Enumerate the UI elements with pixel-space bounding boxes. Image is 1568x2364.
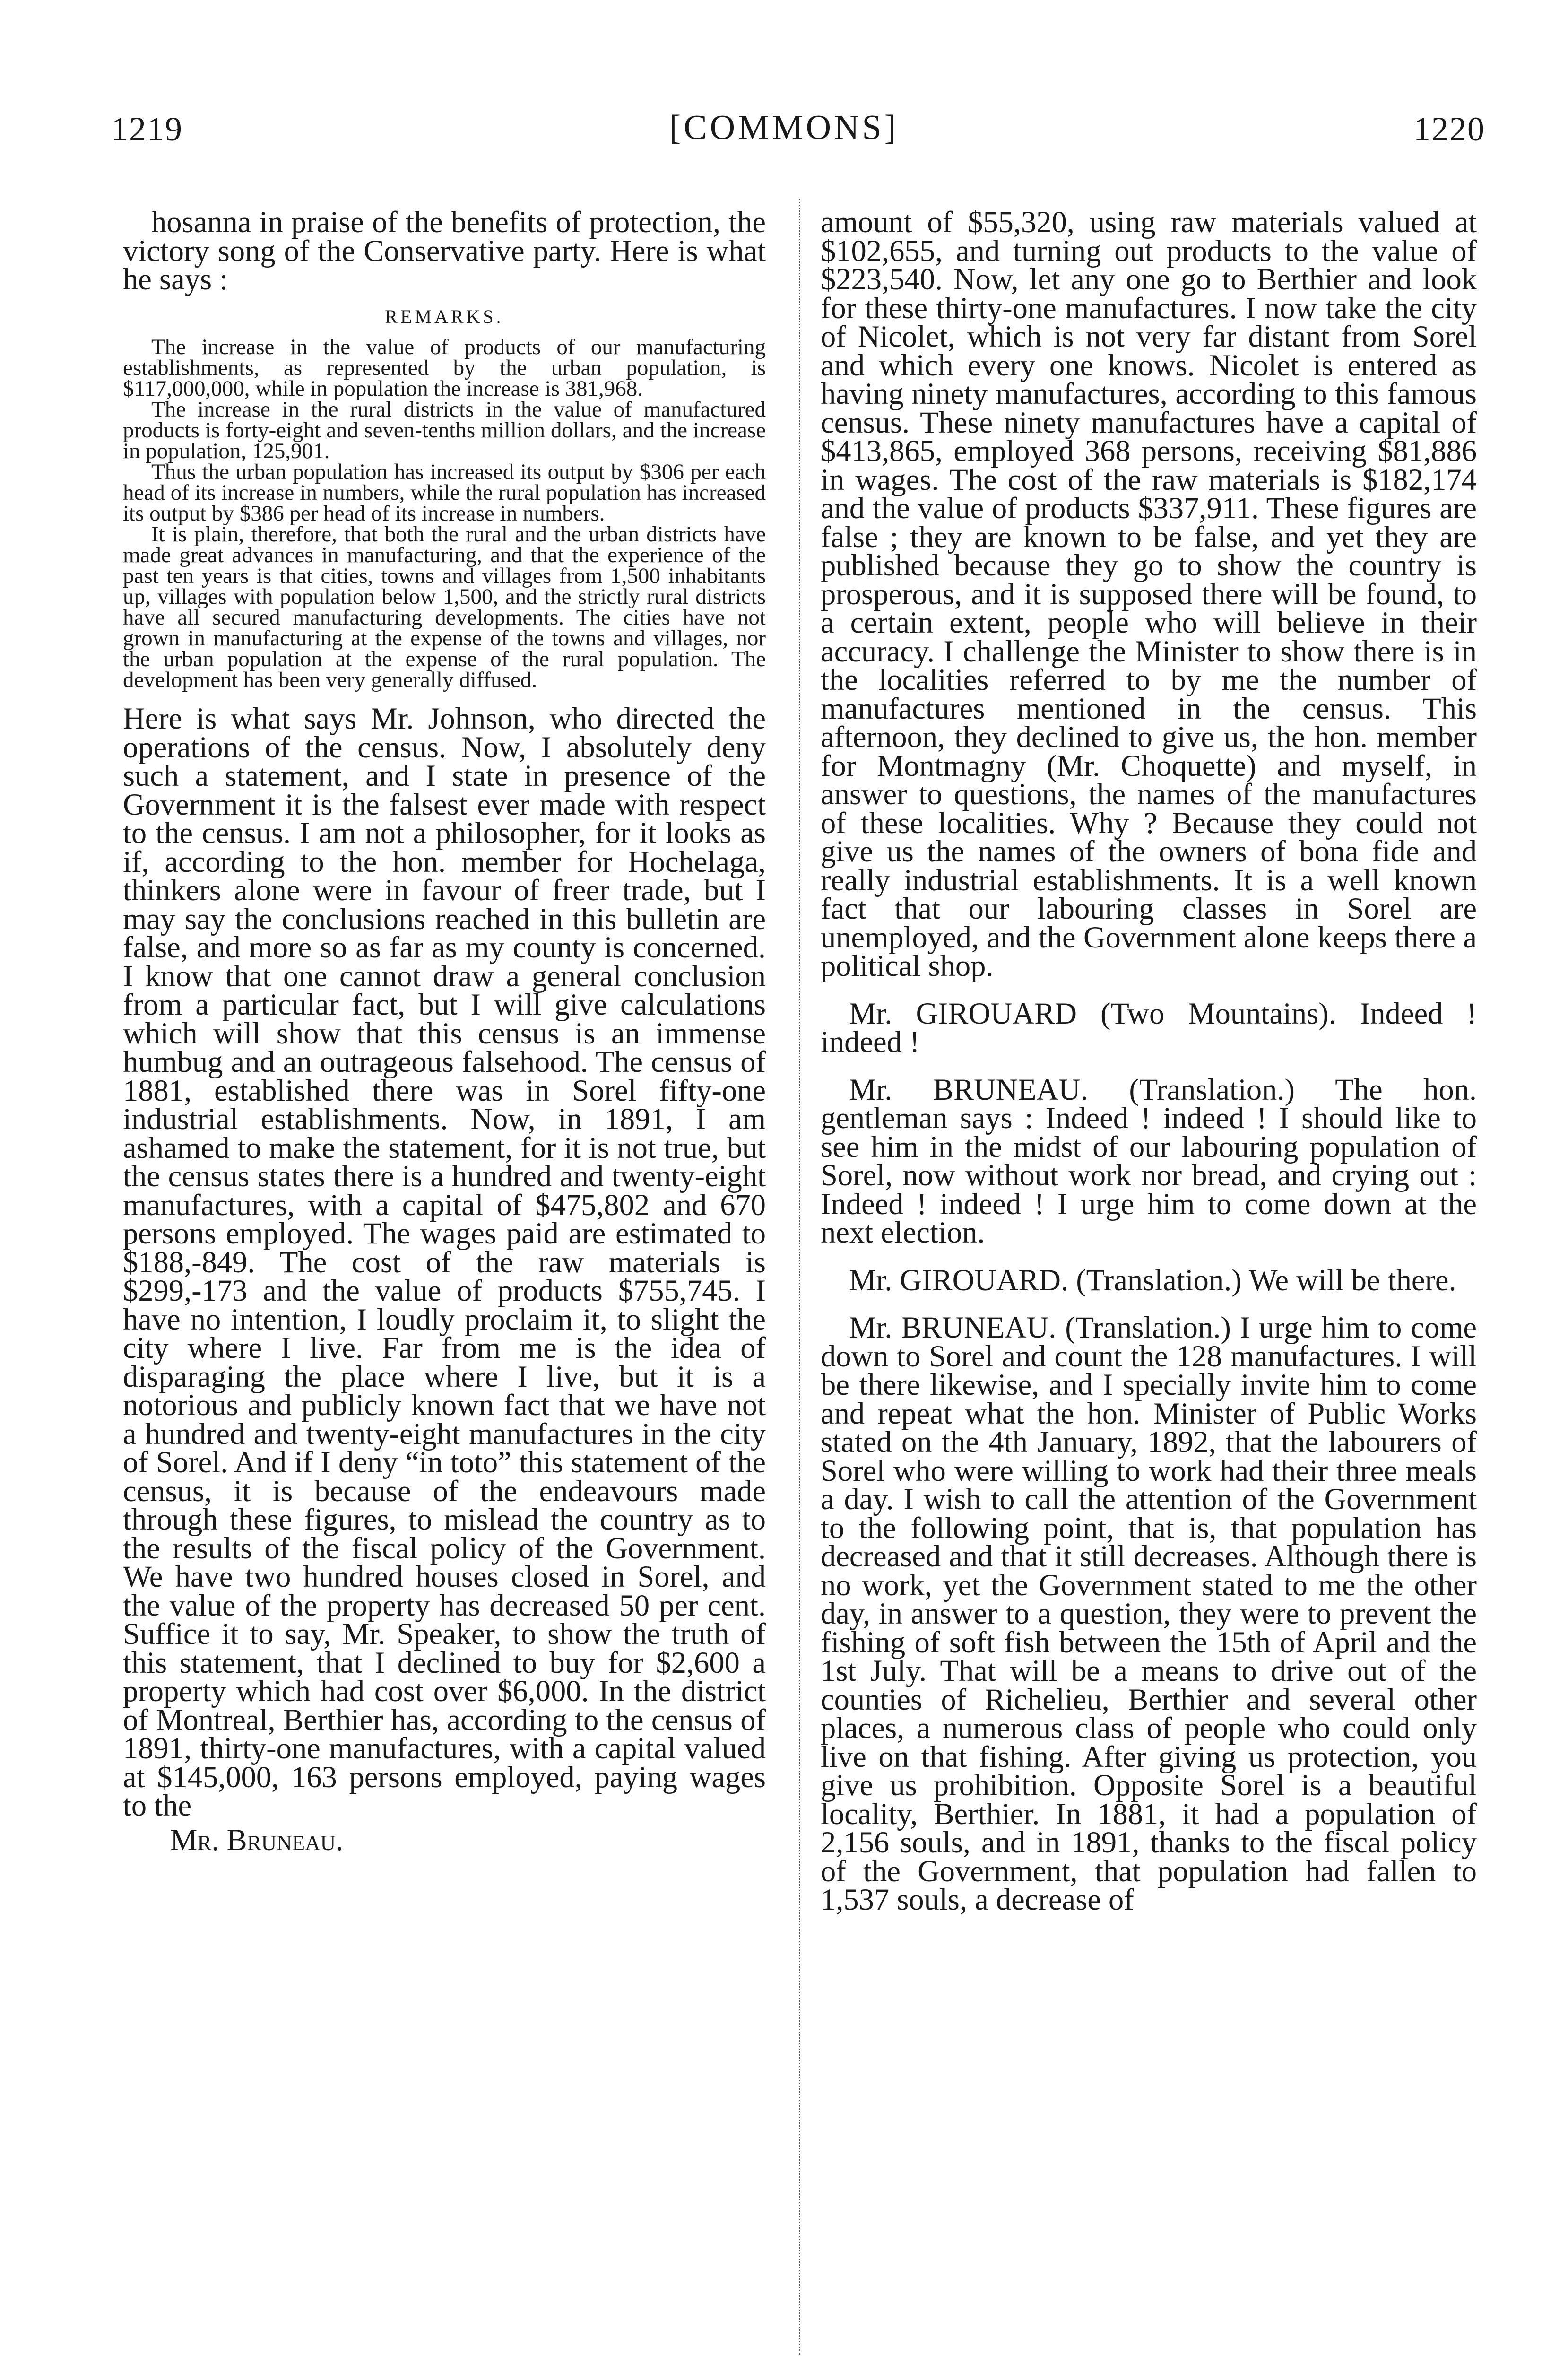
right-paragraph: Mr. GIROUARD (Two Mountains). Indeed ! indeed !: [821, 996, 1477, 1059]
left-intro-paragraph: hosanna in praise of the benefits of protection, the victory song of the Conservative party. Here is what he says :: [123, 205, 766, 296]
page-number-left: 1219: [111, 110, 183, 148]
right-paragraph: amount of $55,320, using raw materials valued at $102,655, and turning out products to the value of $223,540. Now, let any one go to Berthier and look for these thirty-one manufactures. I now take the city of Nicolet, which is not very far distant from Sorel and which every one knows. Nicolet is entered as having ninety manufactures, according to this famous census. These ninety manufactures have a capital of $413,865, employed 368 persons, receiving $81,886 in wages. The cost of the raw materials is $182,174 and the value of products $337,911. These figures are false ; they are known to be false, and yet they are published because they go to show the country is prosperous, and it is supposed there will be found, to a certain extent, people who will believe in their accuracy. I challenge the Minister to show there is in the localities referred to by me the number of manufactures mentioned in the census. This afternoon, they declined to give us, the hon. member for Montmagny (Mr. Choquette) and myself, in answer to questions, the names of the manufactures of these localities. Why ? Because they could not give us the names of the owners of bona fide and really industrial establishments. It is a well known fact that our labouring classes in Sorel are unemployed, and the Government alone keeps there a political shop.: [821, 205, 1477, 982]
quoted-remarks: [123, 337, 766, 690]
quote-paragraph: The increase in the value of products of our manufacturing establishments, as represented by the urban population, is $117,000,000, while in population the increase is 381,968.: [123, 335, 766, 401]
quote-paragraph: It is plain, therefore, that both the rural and the urban districts have made great advances in manufacturing, and that the experience of the past ten years is that cities, towns and villages from 1,500 inhabitants up, villages with population below 1,500, and the strictly rural districts have all secured manufacturing developments. The cities have not grown in manufacturing at the expense of the towns and villages, nor the urban population at the expense of the rural population. The development has been very generally diffused.: [123, 522, 766, 692]
quote-paragraph: Thus the urban population has increased its output by $306 per each head of its increase in numbers, while the rural population has increased its output by $386 per head of its increase in numbers.: [123, 460, 766, 526]
column-divider: [799, 199, 800, 2355]
speaker-footer: Mr. Bruneau.: [170, 1823, 344, 1857]
remarks-heading: REMARKS.: [385, 305, 504, 327]
right-paragraph: Mr. GIROUARD. (Translation.) We will be there.: [849, 1263, 1456, 1297]
left-body-paragraph: Here is what says Mr. Johnson, who directed the operations of the census. Now, I absolutely deny such a statement, and I state in presence of the Government it is the falsest ever made with respect to the census. I am not a philosopher, for it looks as if, according to the hon. member for Hochelaga, thinkers alone were in favour of freer trade, but I may say the conclusions reached in this bulletin are false, and more so as far as my county is concerned. I know that one cannot draw a general conclusion from a particular fact, but I will give calculations which will show that this census is an immense humbug and an outrageous falsehood. The census of 1881, established there was in Sorel fifty-one industrial establishments. Now, in 1891, I am ashamed to make the statement, for it is not true, but the census states there is a hundred and twenty-eight manufactures, with a capital of $475,802 and 670 persons employed. The wages paid are estimated to $188,-849. The cost of the raw materials is $299,-173 and the value of products $755,745. I have no intention, I loudly proclaim it, to slight the city where I live. Far from me is the idea of disparaging the place where I live, but it is a notorious and publicly known fact that we have not a hundred and twenty-eight manufactures in the city of Sorel. And if I deny “in toto” this statement of the census, it is because of the endeavours made through these figures, to mislead the country as to the results of the fiscal policy of the Government. We have two hundred houses closed in Sorel, and the value of the property has decreased 50 per cent. Suffice it to say, Mr. Speaker, to show the truth of this statement, that I declined to buy for $2,600 a property which had cost over $6,000. In the district of Montreal, Berthier has, according to the census of 1891, thirty-one manufactures, with a capital valued at $145,000, 163 persons employed, paying wages to the: [123, 702, 766, 1822]
right-paragraph: Mr. BRUNEAU. (Translation.) The hon. gentleman says : Indeed ! indeed ! I should like to see him in the midst of our labouring population of Sorel, now without work nor bread, and crying out : Indeed ! indeed ! I urge him to come down at the next election.: [821, 1072, 1477, 1249]
right-paragraph: Mr. BRUNEAU. (Translation.) I urge him to come down to Sorel and count the 128 manufactures. I will be there likewise, and I specially invite him to come and repeat what the hon. Minister of Public Works stated on the 4th January, 1892, that the labourers of Sorel who were willing to work had their three meals a day. I wish to call the attention of the Government to the following point, that is, that population has decreased and that it still decreases. Although there is no work, yet the Government stated to me the other day, in answer to a question, they were to prevent the fishing of soft fish between the 15th of April and the 1st July. That will be a means to drive out of the counties of Richelieu, Berthier and several other places, a numerous class of people who could only live on that fishing. After giving us protection, you give us prohibition. Opposite Sorel is a beautiful locality, Berthier. In 1881, it had a population of 2,156 souls, and in 1891, thanks to the fiscal policy of the Government, that population had fallen to 1,537 souls, a decrease of: [821, 1311, 1477, 1916]
running-head: [COMMONS]: [669, 108, 899, 147]
page-number-right: 1220: [1413, 110, 1485, 148]
quote-paragraph: The increase in the rural districts in the value of manufactured products is forty-eight and seven-tenths million dollars, and the increase in population, 125,901.: [123, 397, 766, 463]
page-header: [0, 0, 1568, 148]
right-column: [821, 205, 1477, 1916]
left-column: [123, 205, 766, 1857]
